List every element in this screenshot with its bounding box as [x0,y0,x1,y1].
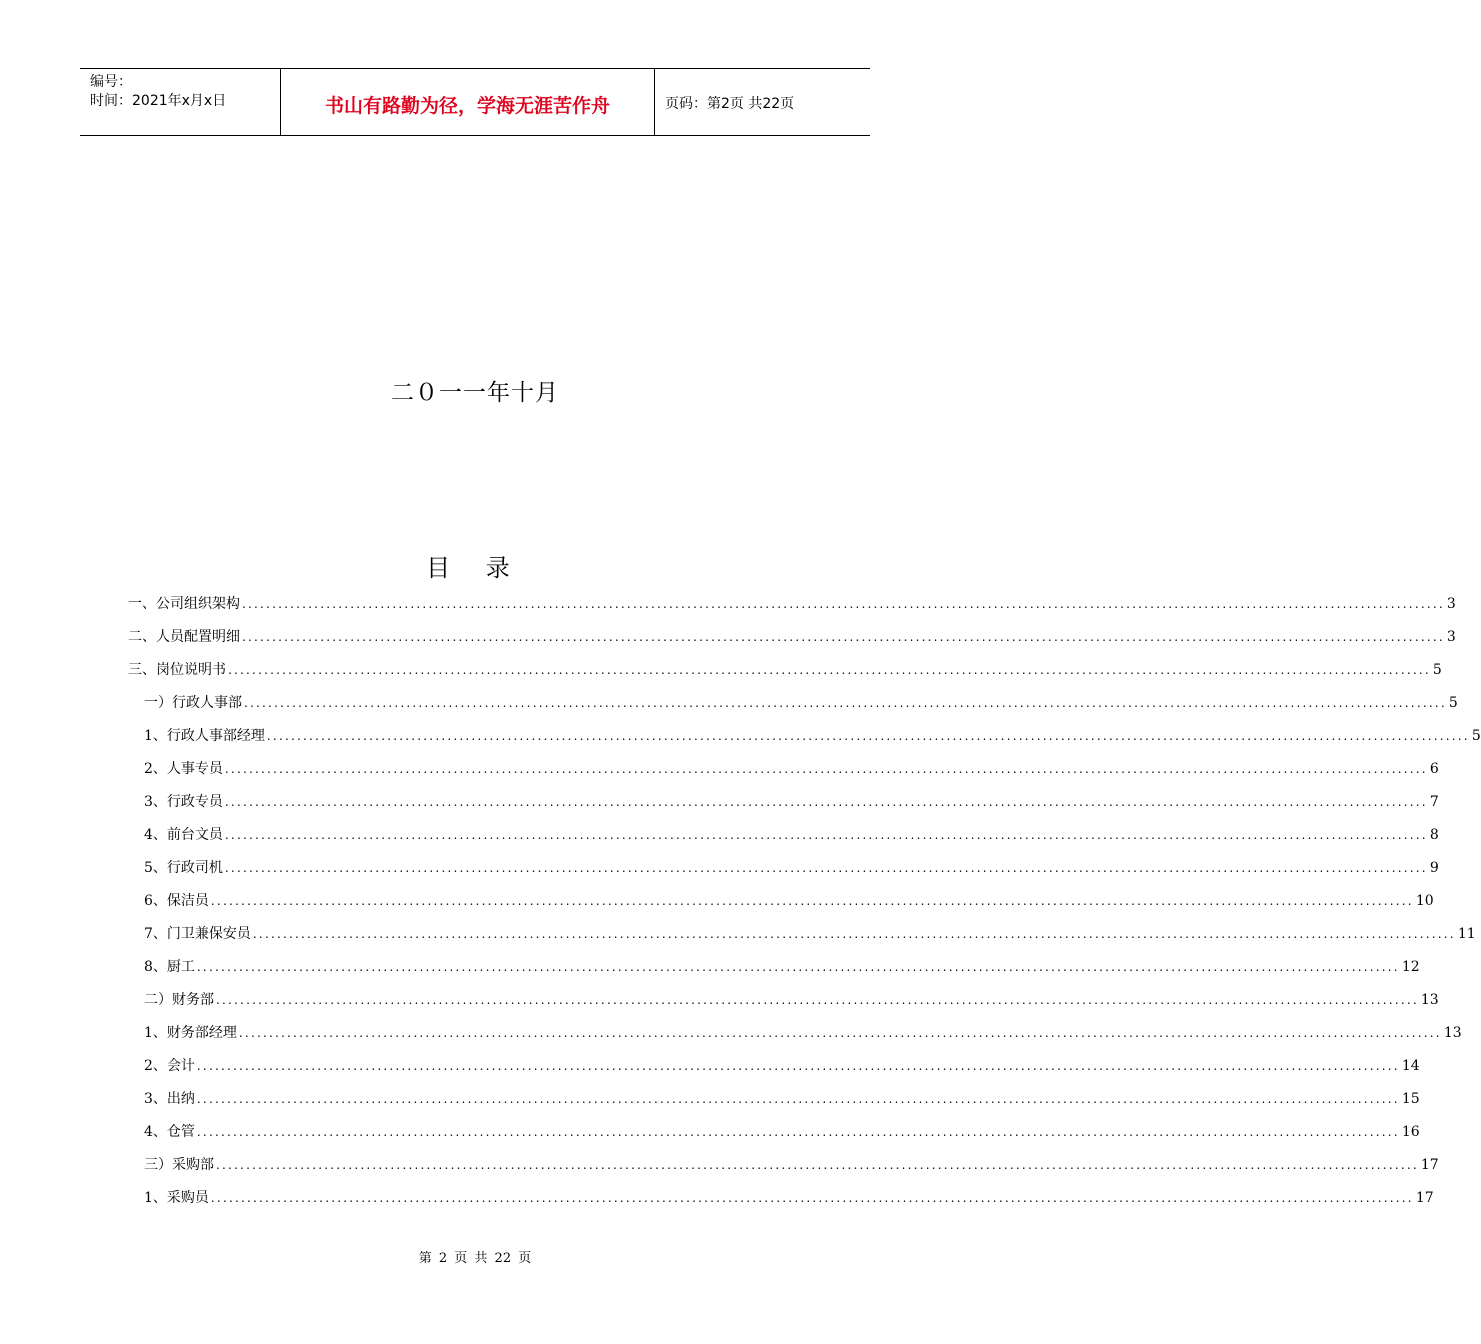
toc-entry-page: 7 [1429,794,1439,810]
toc-entry-label: 2、人事专员 [144,761,223,777]
toc-entry[interactable] [128,789,1439,822]
table-of-contents [128,591,1481,1218]
toc-entry-label: 7、门卫兼保安员 [144,926,251,942]
toc-entry[interactable] [128,591,1456,624]
toc-entry-label: 三、岗位说明书 [128,662,226,678]
toc-dot-leader: ........................................................................................................................................................................................................ [224,795,1428,809]
toc-entry-page: 13 [1443,1025,1462,1041]
toc-entry-label: 2、会计 [144,1058,195,1074]
toc-entry[interactable] [128,624,1456,657]
toc-entry[interactable] [128,1185,1434,1218]
toc-dot-leader: ........................................................................................................................................................................................................ [242,630,1445,644]
toc-entry[interactable] [128,1020,1462,1053]
toc-dot-leader: ........................................................................................................................................................................................................ [210,894,1414,908]
toc-entry-page: 5 [1432,662,1442,678]
page-header [80,68,870,136]
toc-dot-leader: ........................................................................................................................................................................................................ [196,1125,1400,1139]
toc-entry-label: 5、行政司机 [144,860,223,876]
toc-entry-label: 1、财务部经理 [144,1025,237,1041]
toc-dot-leader: ........................................................................................................................................................................................................ [266,729,1470,743]
toc-entry-page: 17 [1420,1157,1439,1173]
toc-entry[interactable] [128,855,1439,888]
toc-entry[interactable] [128,888,1434,921]
header-page-info: 页码：第2页 共22页 [665,96,795,112]
toc-entry-label: 一、公司组织架构 [128,596,240,612]
toc-entry[interactable] [128,954,1420,987]
toc-entry-label: 6、保洁员 [144,893,209,909]
toc-entry-page: 8 [1429,827,1439,843]
toc-entry[interactable] [128,1152,1439,1185]
toc-entry-label: 三）采购部 [144,1157,214,1173]
toc-dot-leader: ........................................................................................................................................................................................................ [210,1191,1414,1205]
toc-entry[interactable] [128,756,1439,789]
toc-entry-page: 10 [1415,893,1434,909]
toc-entry-label: 一）行政人事部 [144,695,242,711]
toc-entry-label: 二）财务部 [144,992,214,1008]
toc-dot-leader: ........................................................................................................................................................................................................ [244,696,1447,710]
toc-entry-page: 14 [1401,1058,1420,1074]
date-title: 二０一一年十月 [391,380,559,406]
header-meta [80,69,281,135]
toc-entry[interactable] [128,690,1458,723]
toc-entry-page: 9 [1429,860,1439,876]
toc-entry-label: 3、行政专员 [144,794,223,810]
toc-dot-leader: ........................................................................................................................................................................................................ [252,927,1456,941]
toc-entry-label: 4、前台文员 [144,827,223,843]
toc-dot-leader: ........................................................................................................................................................................................................ [224,762,1428,776]
toc-entry-page: 13 [1420,992,1439,1008]
toc-dot-leader: ........................................................................................................................................................................................................ [224,861,1428,875]
toc-entry-page: 12 [1401,959,1420,975]
toc-entry-label: 1、采购员 [144,1190,209,1206]
toc-dot-leader: ........................................................................................................................................................................................................ [216,1158,1419,1172]
header-motto: 书山有路勤为径，学海无涯苦作舟 [281,69,655,135]
toc-dot-leader: ........................................................................................................................................................................................................ [242,597,1445,611]
header-time-label: 时间：2021年x月x日 [90,93,227,109]
page-footer: 第 2 页 共 22 页 [418,1251,532,1266]
toc-entry-page: 5 [1471,728,1481,744]
toc-entry-label: 4、仓管 [144,1124,195,1140]
toc-entry-page: 5 [1448,695,1458,711]
toc-dot-leader: ........................................................................................................................................................................................................ [238,1026,1442,1040]
toc-dot-leader: ........................................................................................................................................................................................................ [228,663,1431,677]
toc-entry[interactable] [128,1086,1420,1119]
toc-entry-page: 17 [1415,1190,1434,1206]
toc-dot-leader: ........................................................................................................................................................................................................ [196,1059,1400,1073]
toc-entry[interactable] [128,1119,1420,1152]
toc-entry-page: 16 [1401,1124,1420,1140]
toc-entry-page: 11 [1457,926,1476,942]
header-number-label: 编号： [90,74,132,90]
toc-entry[interactable] [128,657,1442,690]
toc-title: 目 录 [426,554,524,582]
toc-dot-leader: ........................................................................................................................................................................................................ [224,828,1428,842]
toc-entry-label: 8、厨工 [144,959,195,975]
toc-entry[interactable] [128,1053,1420,1086]
toc-entry[interactable] [128,822,1439,855]
toc-entry[interactable] [128,921,1476,954]
toc-dot-leader: ........................................................................................................................................................................................................ [196,1092,1400,1106]
toc-entry-page: 3 [1446,629,1456,645]
toc-entry-label: 1、行政人事部经理 [144,728,265,744]
toc-dot-leader: ........................................................................................................................................................................................................ [216,993,1419,1007]
toc-entry-page: 15 [1401,1091,1420,1107]
toc-entry-label: 3、出纳 [144,1091,195,1107]
toc-entry-label: 二、人员配置明细 [128,629,240,645]
toc-dot-leader: ........................................................................................................................................................................................................ [196,960,1400,974]
toc-entry[interactable] [128,987,1439,1020]
toc-entry-page: 6 [1429,761,1439,777]
toc-entry-page: 3 [1446,596,1456,612]
toc-entry[interactable] [128,723,1481,756]
